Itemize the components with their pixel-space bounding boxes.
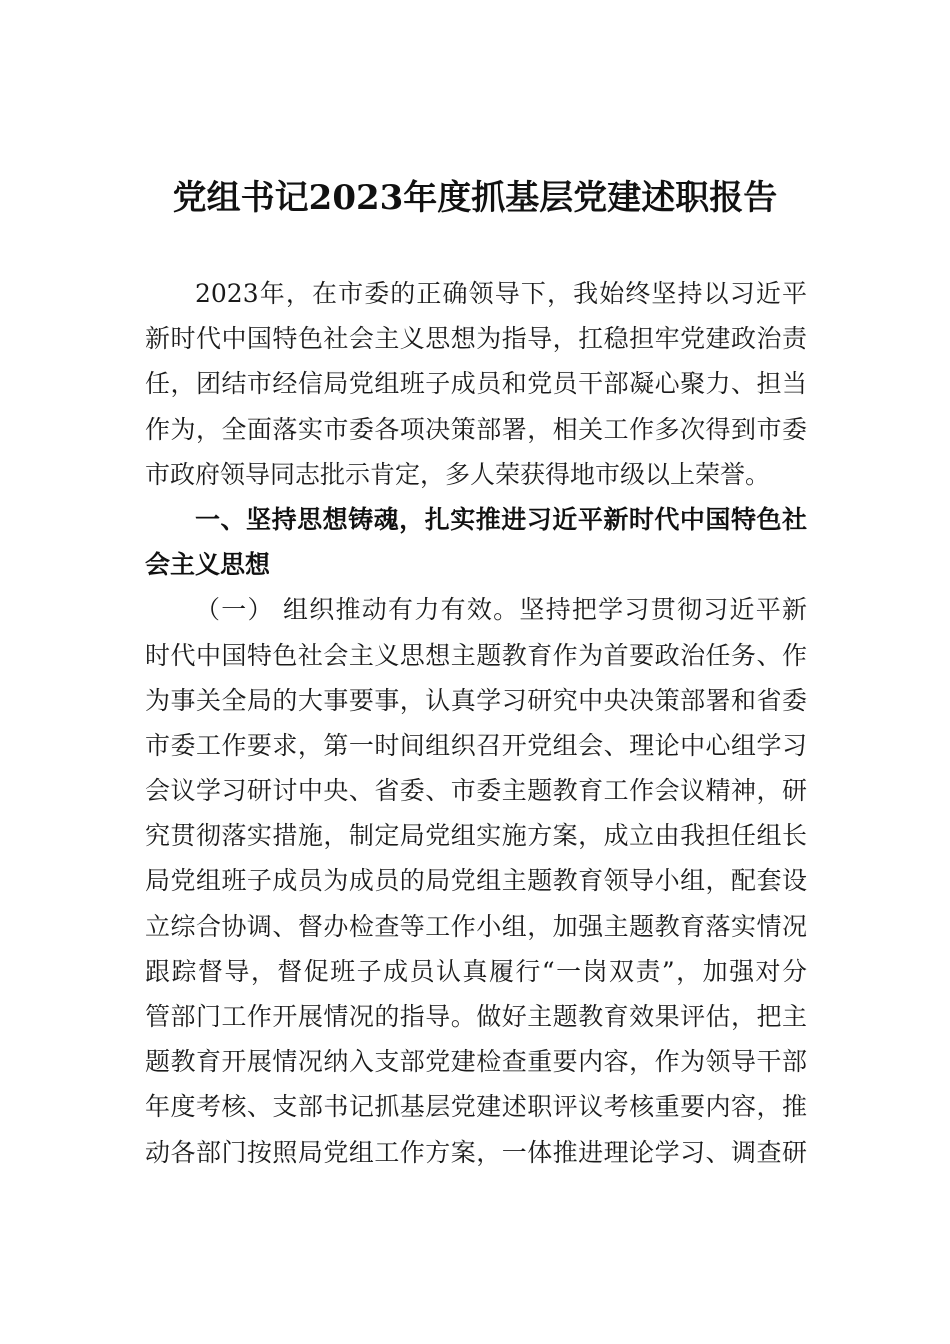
intro-paragraph [145,271,807,497]
text-line: 新时代中国特色社会主义思想为指导，扛稳担牢党建政治责 [145,324,807,354]
text-line: 动各部门按照局党组工作方案，一体推进理论学习、调查研 [145,1137,807,1167]
heading-line: 一、坚持思想铸魂，扎实推进习近平新时代中国特色社 [195,504,807,534]
text-line: 年度考核、支部书记抓基层党建述职评议考核重要内容，推 [145,1092,807,1122]
text-line: 跟踪督导，督促班子成员认真履行“一岗双责”，加强对分 [145,956,807,986]
text-line: 为事关全局的大事要事，认真学习研究中央决策部署和省委 [145,685,807,715]
section-heading [145,497,807,587]
text-line: 管部门工作开展情况的指导。做好主题教育效果评估，把主 [145,1002,807,1031]
text-line: 会议学习研讨中央、省委、市委主题教育工作会议精神，研 [145,776,807,806]
heading-line: 会主义思想 [145,550,271,580]
text-line: （一） 组织推动有力有效。坚持把学习贯彻习近平新 [195,595,807,625]
text-line: 2023年，在市委的正确领导下，我始终坚持以习近平 [195,279,807,308]
text-line: 究贯彻落实措施，制定局党组实施方案，成立由我担任组长 [145,821,807,851]
text-line: 立综合协调、督办检查等工作小组，加强主题教育落实情况 [145,911,807,941]
document-title: 党组书记2023年度抓基层党建述职报告 [172,178,778,218]
text-line: 市委工作要求，第一时间组织召开党组会、理论中心组学习 [145,730,807,760]
text-line: 任，团结市经信局党组班子成员和党员干部凝心聚力、担当 [145,369,807,399]
text-line: 作为，全面落实市委各项决策部署，相关工作多次得到市委 [145,414,807,444]
document-body [145,271,807,1175]
text-line: 市政府领导同志批示肯定，多人荣获得地市级以上荣誉。 [145,459,771,489]
text-line: 题教育开展情况纳入支部党建检查重要内容，作为领导干部 [145,1047,807,1077]
subsection-paragraph [145,587,807,1174]
text-line: 局党组班子成员为成员的局党组主题教育领导小组，配套设 [145,866,807,896]
text-line: 时代中国特色社会主义思想主题教育作为首要政治任务、作 [145,640,807,670]
